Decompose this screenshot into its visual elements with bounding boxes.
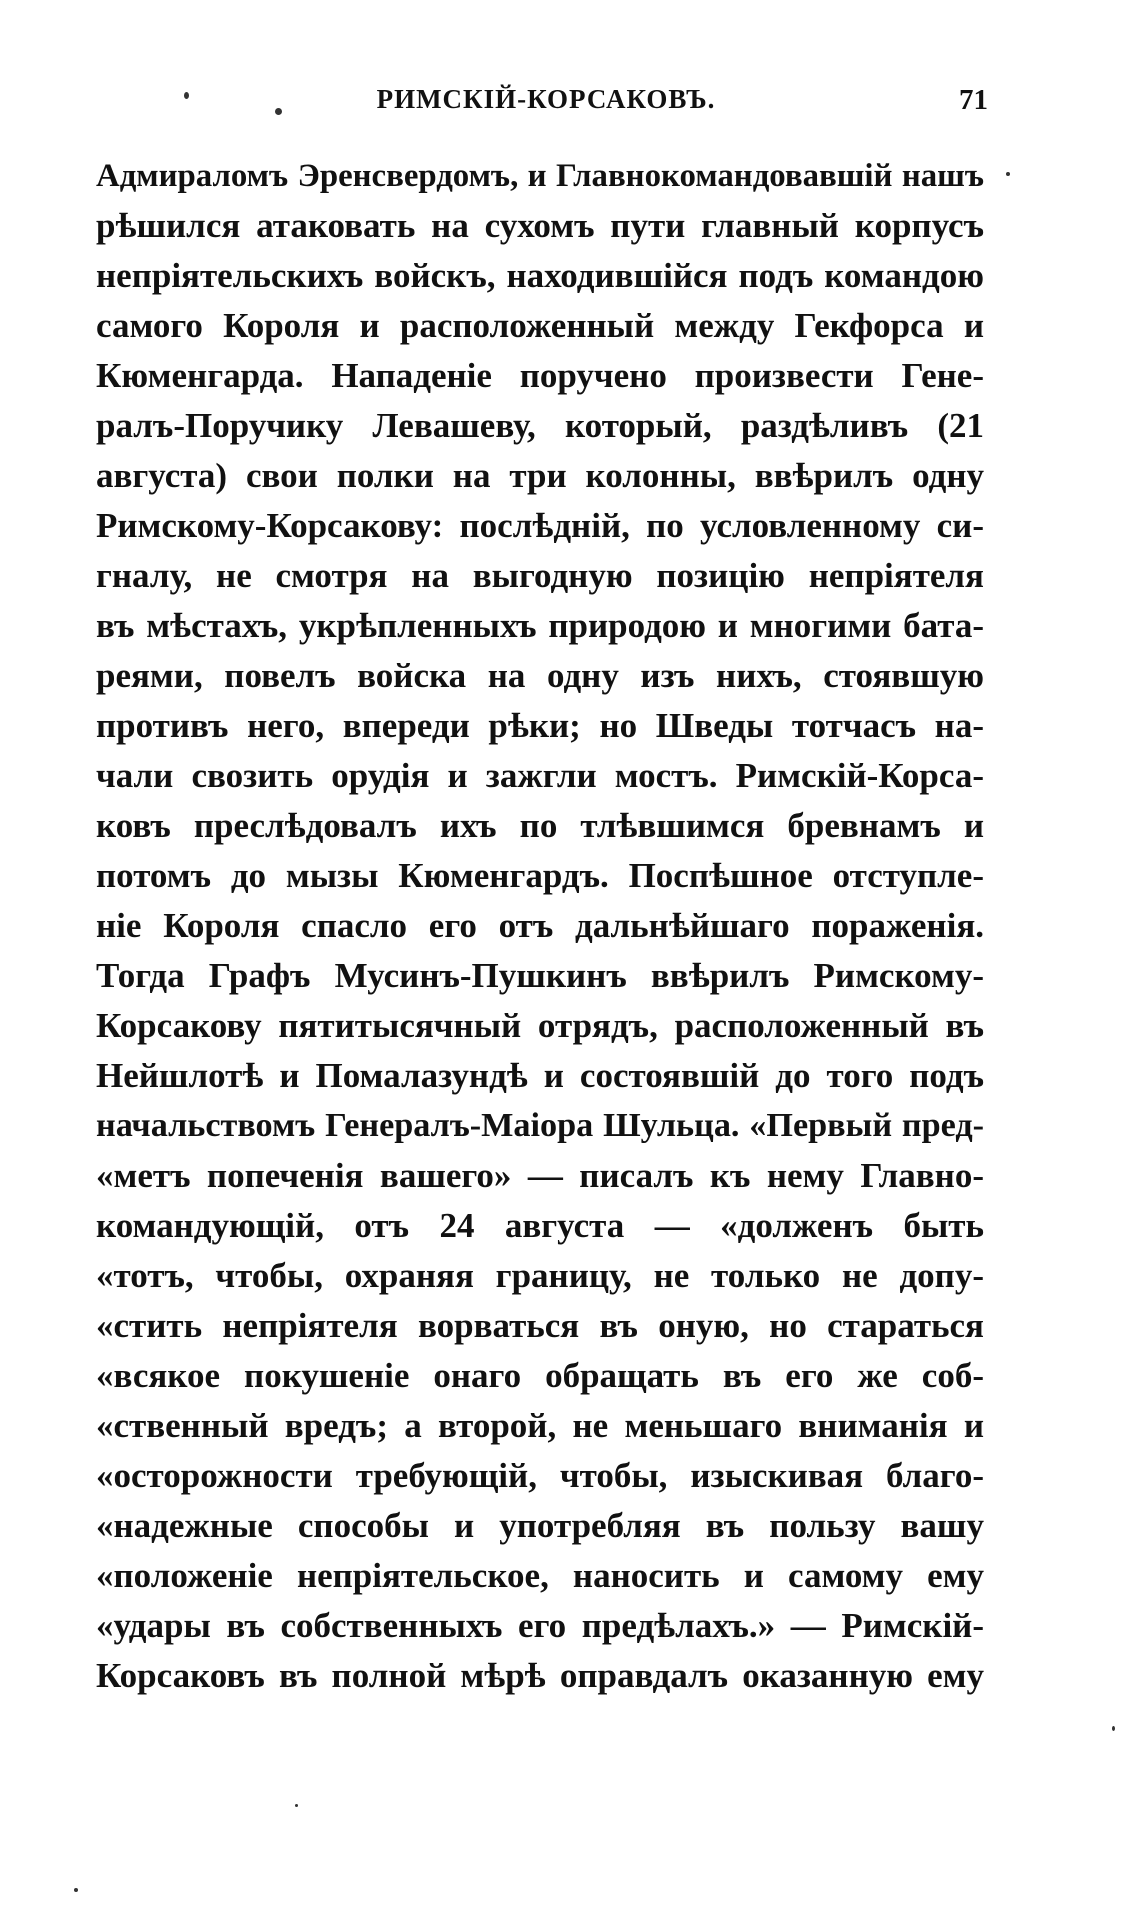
- running-header: [96, 84, 996, 124]
- text-line: ралъ-Поручику Левашеву, который, раздѣливъ (21: [96, 406, 984, 445]
- text-line: противъ него, впереди рѣки; но Шведы тотчасъ на-: [96, 706, 984, 745]
- scan-speck: [74, 1888, 78, 1892]
- scan-speck: [184, 92, 189, 99]
- scan-speck: [1006, 172, 1010, 176]
- page-number: 71: [959, 84, 988, 116]
- text-line: «положеніе непріятельское, наносить и самому ему: [96, 1556, 984, 1595]
- text-line: «надежные способы и употребляя въ пользу вашу: [96, 1506, 984, 1545]
- text-line: «стить непріятеля ворваться въ оную, но стараться: [96, 1306, 984, 1345]
- text-line: Адмираломъ Эренсвердомъ, и Главнокомандовавшій нашъ: [96, 158, 984, 194]
- text-line: Кюменгарда. Нападеніе поручено произвести Гене-: [96, 356, 984, 395]
- text-line: въ мѣстахъ, укрѣпленныхъ природою и многими бата-: [96, 606, 984, 645]
- text-line: реями, повелъ войска на одну изъ нихъ, стоявшую: [96, 656, 984, 695]
- scan-speck: [275, 108, 282, 115]
- text-line: рѣшился атаковать на сухомъ пути главный корпусъ: [96, 206, 984, 245]
- text-line: Корсаковъ въ полной мѣрѣ оправдалъ оказанную ему: [96, 1656, 984, 1695]
- text-line: августа) свои полки на три колонны, ввѣрилъ одну: [96, 456, 984, 495]
- running-title: РИМСКІЙ-КОРСАКОВЪ.: [376, 84, 716, 114]
- text-line: «удары въ собственныхъ его предѣлахъ.» — Римскій-: [96, 1606, 984, 1645]
- text-line: Корсакову пятитысячный отрядъ, расположенный въ: [96, 1006, 984, 1045]
- text-line: потомъ до мызы Кюменгардъ. Поспѣшное отступле-: [96, 856, 984, 895]
- text-line: непріятельскихъ войскъ, находившійся подъ командою: [96, 256, 984, 295]
- text-line: «всякое покушеніе онаго обращать въ его же соб-: [96, 1356, 984, 1395]
- text-line: гналу, не смотря на выгодную позицію непріятеля: [96, 556, 984, 595]
- text-line: начальствомъ Генералъ-Маіора Шульца. «Первый пред-: [96, 1107, 984, 1144]
- text-line: командующій, отъ 24 августа — «долженъ быть: [96, 1206, 984, 1245]
- text-line: ковъ преслѣдовалъ ихъ по тлѣвшимся бревнамъ и: [96, 806, 984, 845]
- text-line: Римскому-Корсакову: послѣдній, по условленному си-: [96, 506, 984, 545]
- text-line: Нейшлотѣ и Помалазундѣ и состоявшій до того подъ: [96, 1056, 984, 1095]
- text-line: «метъ попеченія вашего» — писалъ къ нему Главно-: [96, 1156, 984, 1195]
- scan-speck: [1112, 1726, 1115, 1731]
- text-line: ніе Короля спасло его отъ дальнѣйшаго пораженія.: [96, 906, 984, 945]
- scan-speck: [295, 1804, 298, 1807]
- text-line: «тотъ, чтобы, охраняя границу, не только не допу-: [96, 1256, 984, 1295]
- text-line: Тогда Графъ Мусинъ-Пушкинъ ввѣрилъ Римскому-: [96, 956, 984, 995]
- body-text: [96, 151, 984, 1701]
- text-line: «ственный вредъ; а второй, не меньшаго вниманія и: [96, 1406, 984, 1445]
- text-line: самого Короля и расположенный между Гекфорса и: [96, 306, 984, 345]
- text-line: чали свозить орудія и зажгли мостъ. Римскій-Корса-: [96, 756, 984, 795]
- text-line: «осторожности требующій, чтобы, изыскивая благо-: [96, 1456, 984, 1495]
